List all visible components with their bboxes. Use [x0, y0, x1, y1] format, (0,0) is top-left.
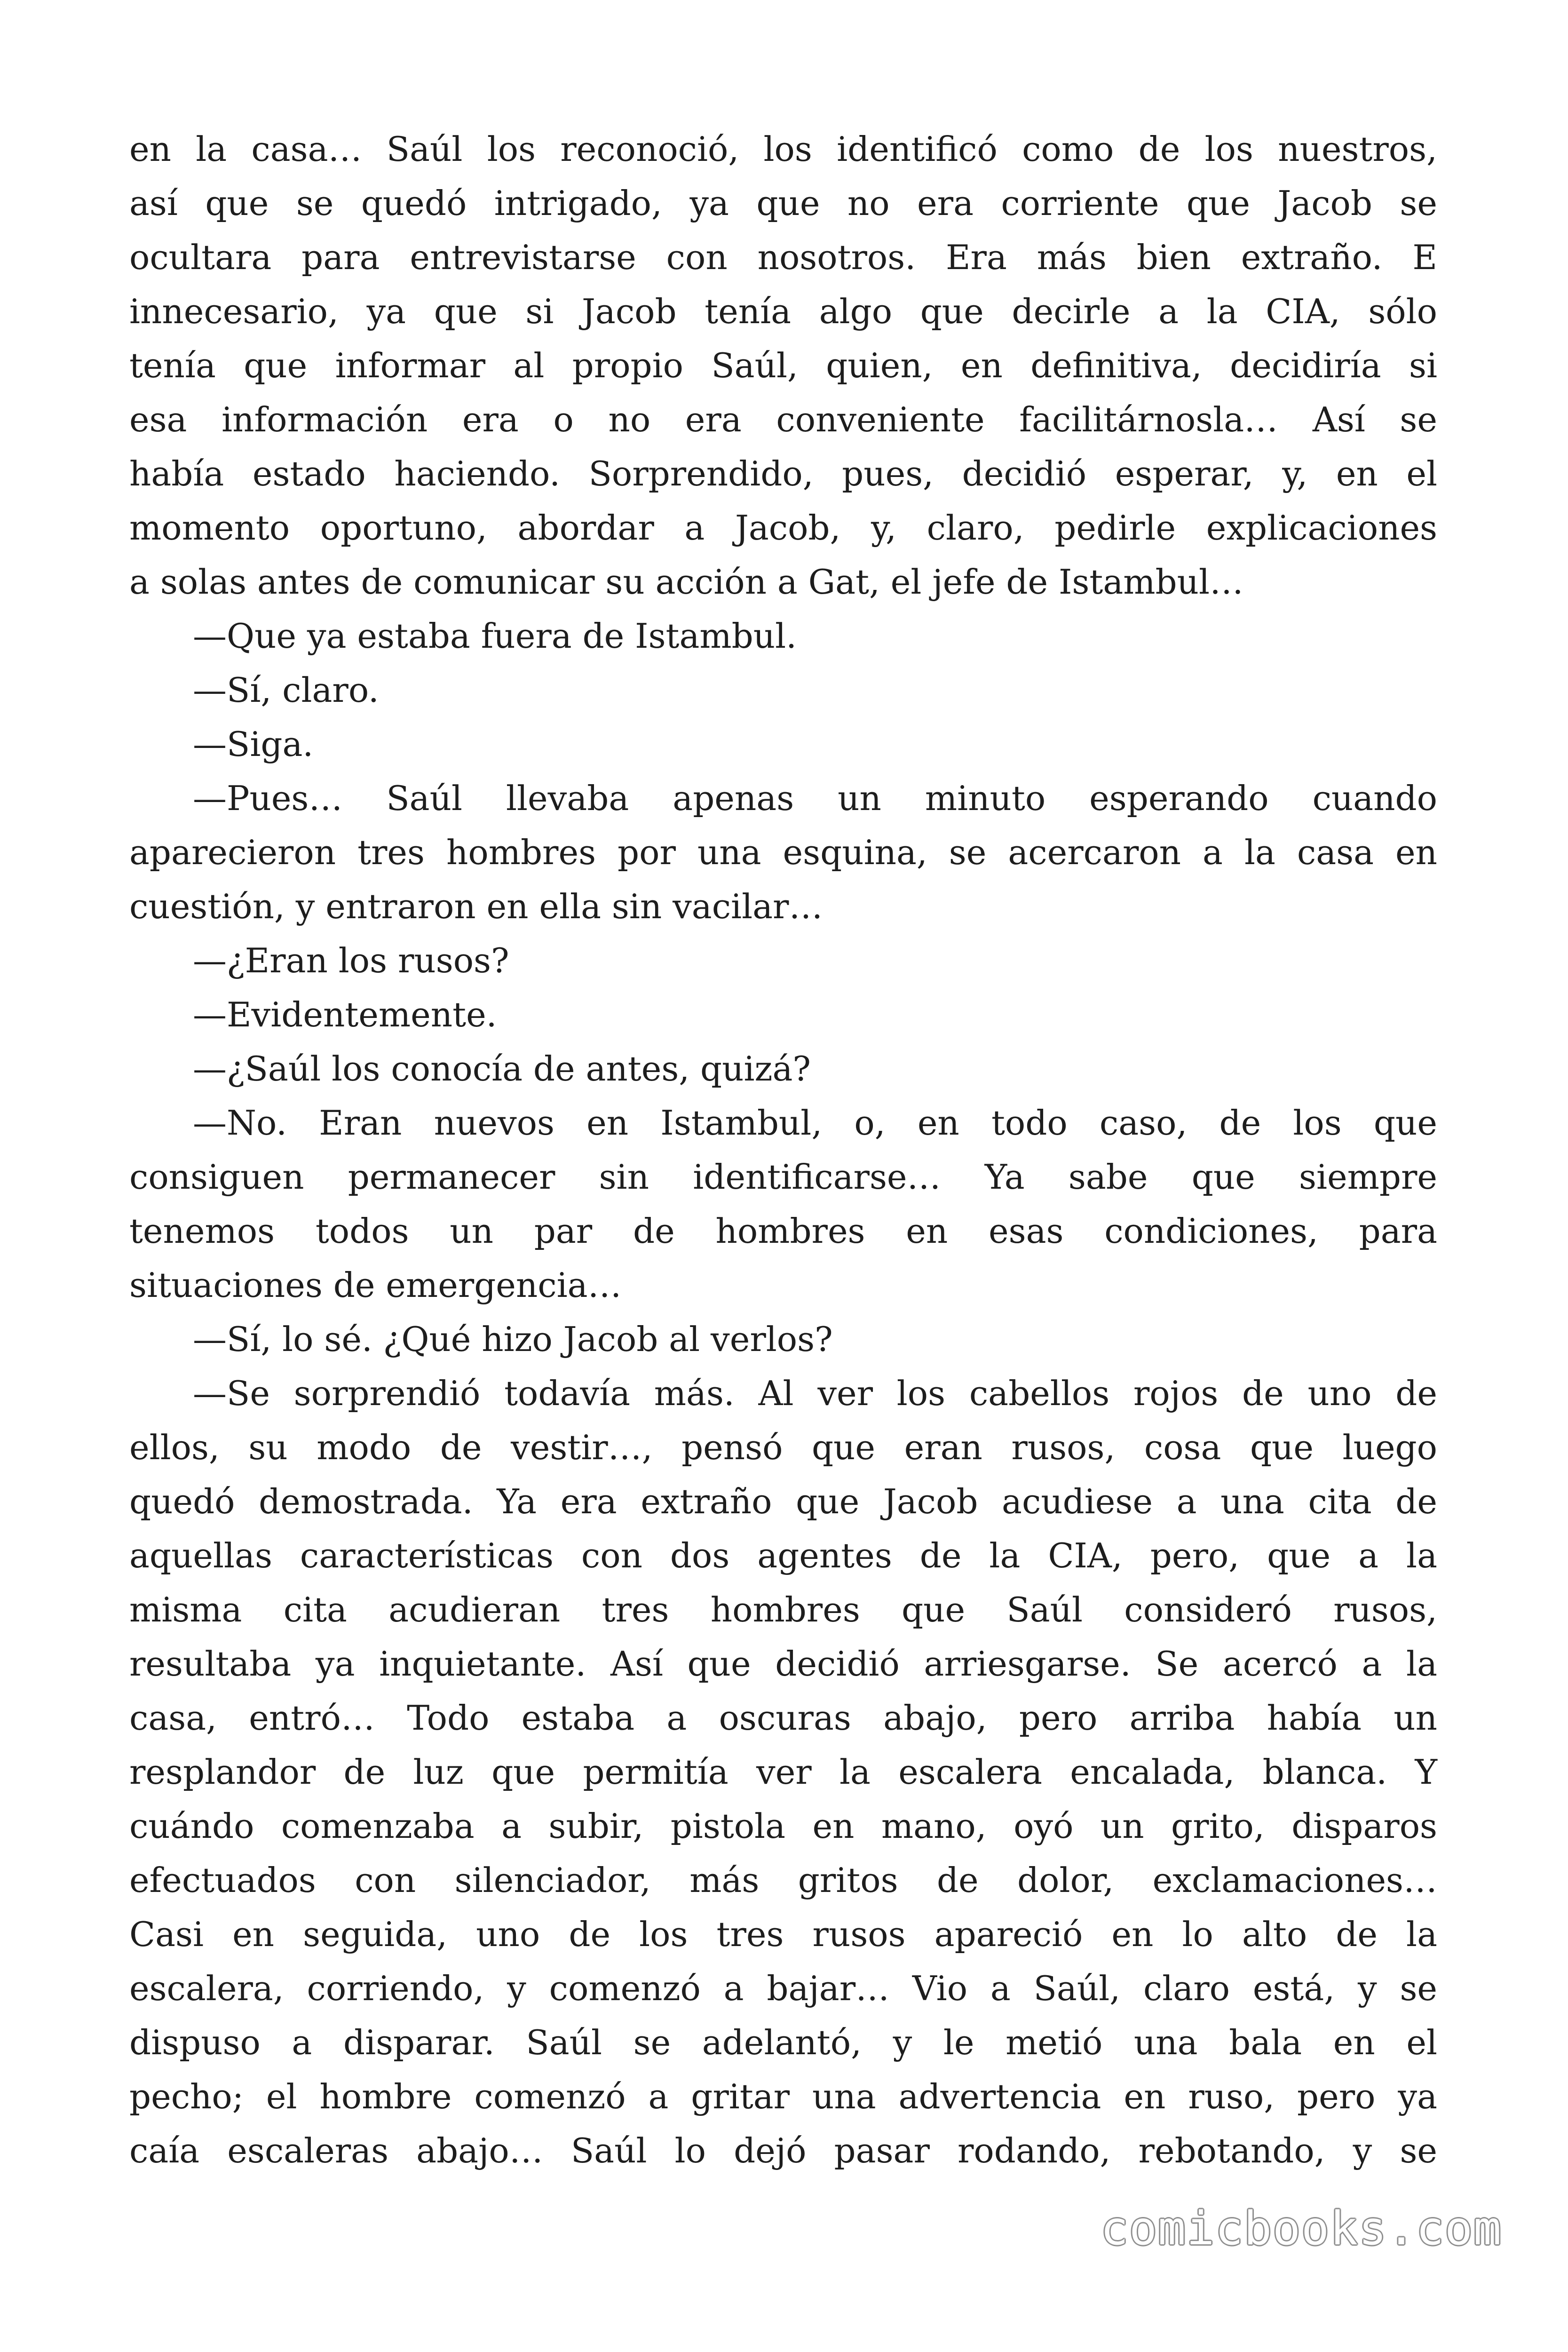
text-line: cuándo comenzaba a subir, pistola en mano, oyó un grito, disparos [129, 1806, 1437, 1846]
dialogue-line: —Se sorprendió todavía más. Al ver los cabellos rojos de uno de [193, 1374, 1437, 1413]
text-line: cuestión, y entraron en ella sin vacilar… [129, 887, 823, 926]
dialogue-line: —¿Saúl los conocía de antes, quizá? [193, 1049, 811, 1089]
text-line: esa información era o no era conveniente facilitárnosla… Así se [129, 400, 1437, 439]
dialogue-line: —No. Eran nuevos en Istambul, o, en todo caso, de los que [193, 1103, 1437, 1143]
text-line: dispuso a disparar. Saúl se adelantó, y le metió una bala en el [129, 2023, 1437, 2062]
text-line: misma cita acudieran tres hombres que Saúl consideró rusos, [129, 1590, 1437, 1629]
text-line: había estado haciendo. Sorprendido, pues, decidió esperar, y, en el [129, 454, 1437, 493]
text-line: aquellas características con dos agentes de la CIA, pero, que a la [129, 1536, 1437, 1575]
text-line: resplandor de luz que permitía ver la escalera encalada, blanca. Y [129, 1752, 1437, 1792]
text-line: Casi en seguida, uno de los tres rusos apareció en lo alto de la [129, 1915, 1437, 1954]
text-line: pecho; el hombre comenzó a gritar una advertencia en ruso, pero ya [129, 2077, 1437, 2116]
text-line: situaciones de emergencia… [129, 1265, 622, 1305]
text-line: ellos, su modo de vestir…, pensó que eran rusos, cosa que luego [129, 1428, 1437, 1467]
text-line: escalera, corriendo, y comenzó a bajar… Vio a Saúl, claro está, y se [129, 1969, 1437, 2008]
text-line: tenemos todos un par de hombres en esas condiciones, para [129, 1211, 1437, 1251]
text-line: caía escaleras abajo… Saúl lo dejó pasar rodando, rebotando, y se [129, 2131, 1437, 2170]
watermark: comicbooks.com [1100, 2202, 1502, 2256]
dialogue-line: —Sí, claro. [193, 670, 379, 710]
text-line: momento oportuno, abordar a Jacob, y, claro, pedirle explicaciones [129, 508, 1437, 548]
text-line: en la casa… Saúl los reconoció, los identificó como de los nuestros, [129, 129, 1437, 169]
dialogue-line: —Pues… Saúl llevaba apenas un minuto esperando cuando [193, 779, 1437, 818]
text-line: efectuados con silenciador, más gritos de dolor, exclamaciones… [129, 1860, 1437, 1900]
text-line: casa, entró… Todo estaba a oscuras abajo, pero arriba había un [129, 1698, 1437, 1738]
text-line: ocultara para entrevistarse con nosotros. Era más bien extraño. E [129, 238, 1437, 277]
text-line: así que se quedó intrigado, ya que no era corriente que Jacob se [129, 183, 1437, 223]
text-line: quedó demostrada. Ya era extraño que Jacob acudiese a una cita de [129, 1482, 1437, 1521]
text-line: tenía que informar al propio Saúl, quien, en definitiva, decidiría si [129, 346, 1437, 385]
dialogue-line: —Sí, lo sé. ¿Qué hizo Jacob al verlos? [193, 1319, 833, 1359]
dialogue-line: —Que ya estaba fuera de Istambul. [193, 616, 797, 656]
dialogue-line: —¿Eran los rusos? [193, 941, 509, 980]
text-line: consiguen permanecer sin identificarse… Ya sabe que siempre [129, 1157, 1437, 1197]
text-line: aparecieron tres hombres por una esquina, se acercaron a la casa en [129, 833, 1437, 872]
dialogue-line: —Siga. [193, 724, 314, 764]
text-line: innecesario, ya que si Jacob tenía algo que decirle a la CIA, sólo [129, 292, 1437, 331]
text-line: resultaba ya inquietante. Así que decidió arriesgarse. Se acercó a la [129, 1644, 1437, 1684]
text-line: a solas antes de comunicar su acción a Gat, el jefe de Istambul… [129, 562, 1244, 602]
dialogue-line: —Evidentemente. [193, 995, 497, 1034]
page-body [129, 122, 1437, 2178]
